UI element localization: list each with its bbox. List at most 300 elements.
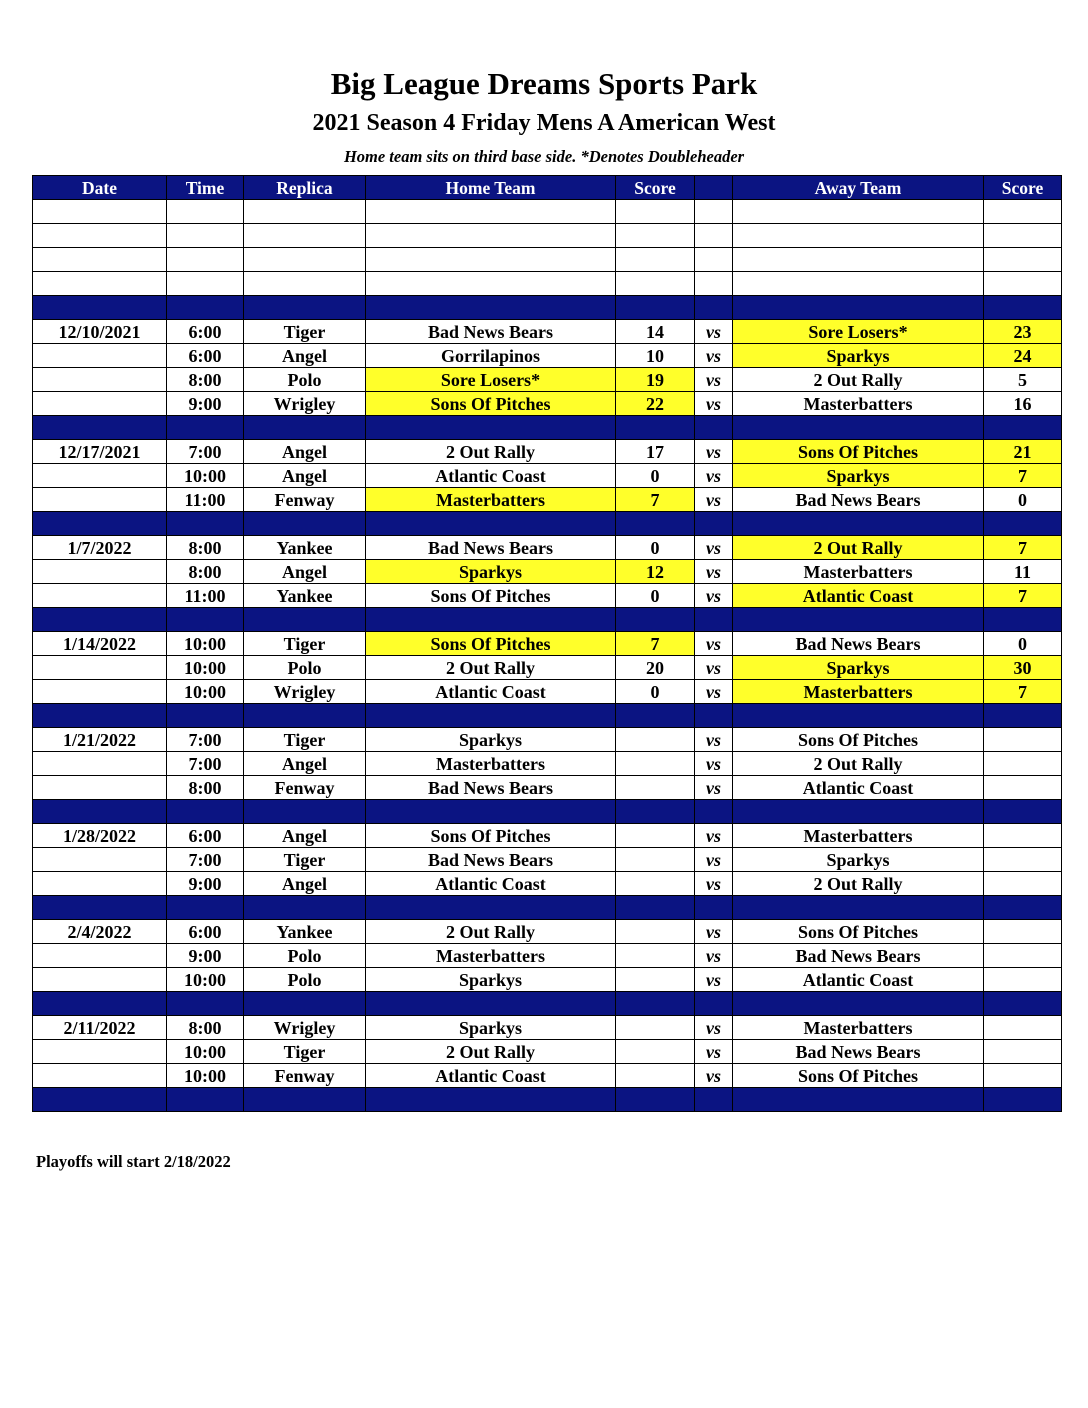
game-row [33, 776, 1062, 800]
game-time: 6:00 [167, 824, 244, 848]
game-row [33, 1040, 1062, 1064]
home-score [616, 872, 695, 896]
separator-cell [984, 608, 1062, 632]
game-replica-field: Yankee [244, 536, 366, 560]
empty-cell [733, 272, 984, 296]
empty-cell [167, 248, 244, 272]
empty-cell [695, 200, 733, 224]
game-row [33, 872, 1062, 896]
away-score: 7 [984, 584, 1062, 608]
home-team: Masterbatters [366, 488, 616, 512]
separator-cell [167, 608, 244, 632]
separator-cell [244, 896, 366, 920]
away-score [984, 968, 1062, 992]
away-team: Bad News Bears [733, 488, 984, 512]
game-date [33, 344, 167, 368]
away-team: Sore Losers* [733, 320, 984, 344]
col-header-time: Time [167, 176, 244, 200]
home-team: Sons Of Pitches [366, 632, 616, 656]
game-time: 10:00 [167, 1040, 244, 1064]
home-team: Bad News Bears [366, 776, 616, 800]
separator-cell [695, 296, 733, 320]
game-replica-field: Angel [244, 824, 366, 848]
home-team: Masterbatters [366, 944, 616, 968]
home-team: 2 Out Rally [366, 656, 616, 680]
away-score [984, 872, 1062, 896]
empty-cell [33, 248, 167, 272]
empty-cell [695, 248, 733, 272]
separator-cell [695, 512, 733, 536]
away-score: 5 [984, 368, 1062, 392]
empty-cell [984, 248, 1062, 272]
separator-cell [366, 704, 616, 728]
game-time: 8:00 [167, 1016, 244, 1040]
game-row [33, 488, 1062, 512]
separator-cell [244, 296, 366, 320]
game-row [33, 728, 1062, 752]
game-time: 8:00 [167, 560, 244, 584]
separator-cell [733, 800, 984, 824]
separator-cell [695, 608, 733, 632]
separator-cell [695, 704, 733, 728]
game-time: 8:00 [167, 368, 244, 392]
away-team: Atlantic Coast [733, 776, 984, 800]
game-date: 1/7/2022 [33, 536, 167, 560]
game-row [33, 464, 1062, 488]
game-replica-field: Angel [244, 440, 366, 464]
home-score [616, 752, 695, 776]
vs-label: vs [695, 968, 733, 992]
week-separator-row [33, 512, 1062, 536]
separator-cell [33, 896, 167, 920]
separator-cell [33, 608, 167, 632]
home-team: Sparkys [366, 1016, 616, 1040]
away-score [984, 848, 1062, 872]
separator-cell [167, 896, 244, 920]
home-team: Sparkys [366, 968, 616, 992]
away-team: Sparkys [733, 464, 984, 488]
away-score [984, 1016, 1062, 1040]
empty-cell [616, 248, 695, 272]
away-score [984, 776, 1062, 800]
blank-row [33, 224, 1062, 248]
home-team: Atlantic Coast [366, 680, 616, 704]
vs-label: vs [695, 848, 733, 872]
game-replica-field: Wrigley [244, 1016, 366, 1040]
away-team: Masterbatters [733, 560, 984, 584]
separator-cell [244, 992, 366, 1016]
game-time: 7:00 [167, 728, 244, 752]
home-team: Bad News Bears [366, 320, 616, 344]
separator-cell [733, 1088, 984, 1112]
game-date: 12/10/2021 [33, 320, 167, 344]
game-date [33, 488, 167, 512]
separator-cell [695, 992, 733, 1016]
separator-cell [616, 896, 695, 920]
game-date [33, 560, 167, 584]
empty-cell [366, 224, 616, 248]
empty-cell [33, 272, 167, 296]
separator-cell [616, 704, 695, 728]
game-replica-field: Tiger [244, 848, 366, 872]
separator-cell [984, 296, 1062, 320]
separator-cell [366, 296, 616, 320]
home-score [616, 944, 695, 968]
home-score: 0 [616, 536, 695, 560]
home-score: 17 [616, 440, 695, 464]
header-row [33, 176, 1062, 200]
game-row [33, 344, 1062, 368]
empty-cell [33, 200, 167, 224]
col-header-away-team: Away Team [733, 176, 984, 200]
separator-cell [366, 992, 616, 1016]
separator-cell [984, 704, 1062, 728]
game-date: 1/28/2022 [33, 824, 167, 848]
separator-cell [33, 512, 167, 536]
separator-cell [984, 416, 1062, 440]
col-header-away-score: Score [984, 176, 1062, 200]
separator-cell [984, 992, 1062, 1016]
separator-cell [167, 296, 244, 320]
game-date [33, 392, 167, 416]
col-header-vs [695, 176, 733, 200]
game-row [33, 656, 1062, 680]
game-time: 11:00 [167, 584, 244, 608]
empty-cell [366, 272, 616, 296]
separator-cell [167, 512, 244, 536]
vs-label: vs [695, 1016, 733, 1040]
away-team: 2 Out Rally [733, 536, 984, 560]
away-team: Sons Of Pitches [733, 728, 984, 752]
separator-cell [695, 416, 733, 440]
away-team: 2 Out Rally [733, 872, 984, 896]
home-team: Atlantic Coast [366, 464, 616, 488]
game-date [33, 368, 167, 392]
game-replica-field: Polo [244, 944, 366, 968]
game-row [33, 944, 1062, 968]
game-replica-field: Polo [244, 656, 366, 680]
game-row [33, 440, 1062, 464]
separator-cell [733, 512, 984, 536]
home-score: 20 [616, 656, 695, 680]
game-replica-field: Tiger [244, 632, 366, 656]
away-score [984, 1064, 1062, 1088]
vs-label: vs [695, 872, 733, 896]
home-score [616, 776, 695, 800]
vs-label: vs [695, 920, 733, 944]
home-team: 2 Out Rally [366, 920, 616, 944]
empty-cell [733, 200, 984, 224]
vs-label: vs [695, 392, 733, 416]
separator-cell [616, 1088, 695, 1112]
game-row [33, 968, 1062, 992]
away-score [984, 752, 1062, 776]
separator-cell [616, 800, 695, 824]
game-replica-field: Angel [244, 344, 366, 368]
game-time: 8:00 [167, 776, 244, 800]
home-score: 10 [616, 344, 695, 368]
separator-cell [695, 1088, 733, 1112]
away-team: 2 Out Rally [733, 368, 984, 392]
week-separator-row [33, 992, 1062, 1016]
away-score: 7 [984, 536, 1062, 560]
game-time: 7:00 [167, 440, 244, 464]
vs-label: vs [695, 824, 733, 848]
home-score: 0 [616, 680, 695, 704]
home-team: 2 Out Rally [366, 1040, 616, 1064]
away-team: Atlantic Coast [733, 968, 984, 992]
blank-row [33, 248, 1062, 272]
game-replica-field: Polo [244, 968, 366, 992]
home-score [616, 728, 695, 752]
home-team: Sore Losers* [366, 368, 616, 392]
game-date [33, 968, 167, 992]
game-row [33, 680, 1062, 704]
home-score [616, 1040, 695, 1064]
empty-cell [733, 224, 984, 248]
home-team: Sparkys [366, 560, 616, 584]
empty-cell [695, 224, 733, 248]
game-time: 10:00 [167, 632, 244, 656]
separator-cell [366, 800, 616, 824]
game-row [33, 392, 1062, 416]
away-team: Sparkys [733, 656, 984, 680]
game-replica-field: Angel [244, 560, 366, 584]
vs-label: vs [695, 440, 733, 464]
game-replica-field: Fenway [244, 1064, 366, 1088]
game-time: 9:00 [167, 944, 244, 968]
game-date [33, 944, 167, 968]
blank-row [33, 272, 1062, 296]
vs-label: vs [695, 344, 733, 368]
away-score [984, 944, 1062, 968]
home-score: 19 [616, 368, 695, 392]
empty-cell [167, 224, 244, 248]
home-team: Atlantic Coast [366, 872, 616, 896]
home-team: Atlantic Coast [366, 1064, 616, 1088]
game-date: 1/21/2022 [33, 728, 167, 752]
game-row [33, 632, 1062, 656]
separator-cell [733, 704, 984, 728]
separator-cell [33, 704, 167, 728]
separator-cell [984, 800, 1062, 824]
home-team: Sparkys [366, 728, 616, 752]
game-time: 10:00 [167, 656, 244, 680]
empty-cell [244, 272, 366, 296]
empty-cell [244, 200, 366, 224]
empty-cell [984, 224, 1062, 248]
game-row [33, 368, 1062, 392]
vs-label: vs [695, 536, 733, 560]
vs-label: vs [695, 584, 733, 608]
empty-cell [244, 224, 366, 248]
game-row [33, 1064, 1062, 1088]
separator-cell [33, 296, 167, 320]
vs-label: vs [695, 776, 733, 800]
home-score: 22 [616, 392, 695, 416]
away-team: Bad News Bears [733, 632, 984, 656]
home-score [616, 1064, 695, 1088]
empty-cell [984, 272, 1062, 296]
separator-cell [616, 416, 695, 440]
game-date [33, 464, 167, 488]
game-time: 6:00 [167, 920, 244, 944]
game-time: 11:00 [167, 488, 244, 512]
home-team: Sons Of Pitches [366, 584, 616, 608]
separator-cell [33, 416, 167, 440]
game-date: 12/17/2021 [33, 440, 167, 464]
away-score: 24 [984, 344, 1062, 368]
away-score [984, 920, 1062, 944]
empty-cell [616, 224, 695, 248]
away-score [984, 728, 1062, 752]
away-team: Sparkys [733, 344, 984, 368]
away-score: 0 [984, 632, 1062, 656]
separator-cell [366, 608, 616, 632]
vs-label: vs [695, 368, 733, 392]
away-team: Masterbatters [733, 1016, 984, 1040]
game-time: 10:00 [167, 1064, 244, 1088]
separator-cell [167, 704, 244, 728]
separator-cell [616, 296, 695, 320]
separator-cell [984, 1088, 1062, 1112]
playoffs-note: Playoffs will start 2/18/2022 [36, 1152, 231, 1171]
separator-cell [733, 296, 984, 320]
separator-cell [244, 608, 366, 632]
game-date [33, 656, 167, 680]
separator-cell [984, 512, 1062, 536]
game-replica-field: Yankee [244, 584, 366, 608]
empty-cell [33, 224, 167, 248]
empty-cell [167, 272, 244, 296]
home-team: Sons Of Pitches [366, 824, 616, 848]
game-time: 7:00 [167, 848, 244, 872]
home-score: 12 [616, 560, 695, 584]
separator-cell [244, 416, 366, 440]
home-score [616, 1016, 695, 1040]
week-separator-row [33, 896, 1062, 920]
game-replica-field: Angel [244, 752, 366, 776]
vs-label: vs [695, 632, 733, 656]
game-time: 7:00 [167, 752, 244, 776]
week-separator-row [33, 800, 1062, 824]
game-time: 10:00 [167, 464, 244, 488]
col-header-replica: Replica [244, 176, 366, 200]
empty-cell [733, 248, 984, 272]
away-team: Sons Of Pitches [733, 440, 984, 464]
away-score: 7 [984, 680, 1062, 704]
separator-cell [733, 992, 984, 1016]
home-score [616, 848, 695, 872]
game-time: 6:00 [167, 344, 244, 368]
home-team: 2 Out Rally [366, 440, 616, 464]
away-team: Masterbatters [733, 824, 984, 848]
away-team: Atlantic Coast [733, 584, 984, 608]
home-team: Sons Of Pitches [366, 392, 616, 416]
vs-label: vs [695, 944, 733, 968]
empty-cell [244, 248, 366, 272]
away-team: Sons Of Pitches [733, 1064, 984, 1088]
away-score: 21 [984, 440, 1062, 464]
home-score [616, 968, 695, 992]
game-replica-field: Fenway [244, 488, 366, 512]
game-date [33, 1064, 167, 1088]
separator-cell [695, 896, 733, 920]
away-team: Sons Of Pitches [733, 920, 984, 944]
game-date [33, 680, 167, 704]
separator-cell [244, 512, 366, 536]
game-date [33, 584, 167, 608]
game-row [33, 920, 1062, 944]
separator-cell [244, 704, 366, 728]
week-separator-row [33, 1088, 1062, 1112]
game-row [33, 824, 1062, 848]
separator-cell [733, 416, 984, 440]
home-team: Bad News Bears [366, 536, 616, 560]
game-date: 2/4/2022 [33, 920, 167, 944]
separator-cell [167, 800, 244, 824]
game-row [33, 584, 1062, 608]
empty-cell [167, 200, 244, 224]
game-time: 8:00 [167, 536, 244, 560]
week-separator-row [33, 296, 1062, 320]
col-header-home-team: Home Team [366, 176, 616, 200]
away-team: Bad News Bears [733, 944, 984, 968]
game-date [33, 1040, 167, 1064]
separator-cell [33, 1088, 167, 1112]
vs-label: vs [695, 656, 733, 680]
away-score: 7 [984, 464, 1062, 488]
game-time: 10:00 [167, 680, 244, 704]
separator-cell [695, 800, 733, 824]
vs-label: vs [695, 320, 733, 344]
vs-label: vs [695, 1040, 733, 1064]
away-score [984, 824, 1062, 848]
page-title: Big League Dreams Sports Park [330, 66, 758, 101]
game-replica-field: Angel [244, 464, 366, 488]
game-replica-field: Wrigley [244, 680, 366, 704]
game-date: 1/14/2022 [33, 632, 167, 656]
game-replica-field: Fenway [244, 776, 366, 800]
empty-cell [695, 272, 733, 296]
week-separator-row [33, 608, 1062, 632]
separator-cell [616, 608, 695, 632]
away-team: Sparkys [733, 848, 984, 872]
game-time: 9:00 [167, 872, 244, 896]
separator-cell [366, 512, 616, 536]
season-subtitle: 2021 Season 4 Friday Mens A American West [312, 110, 776, 136]
vs-label: vs [695, 560, 733, 584]
empty-cell [366, 248, 616, 272]
game-row [33, 536, 1062, 560]
game-row [33, 1016, 1062, 1040]
game-date [33, 776, 167, 800]
home-score: 14 [616, 320, 695, 344]
game-replica-field: Polo [244, 368, 366, 392]
col-header-home-score: Score [616, 176, 695, 200]
separator-cell [616, 512, 695, 536]
separator-cell [167, 992, 244, 1016]
away-team: Masterbatters [733, 392, 984, 416]
empty-cell [984, 200, 1062, 224]
away-team: Bad News Bears [733, 1040, 984, 1064]
game-row [33, 560, 1062, 584]
away-score: 0 [984, 488, 1062, 512]
separator-cell [366, 416, 616, 440]
empty-cell [366, 200, 616, 224]
separator-cell [616, 992, 695, 1016]
separator-cell [733, 608, 984, 632]
